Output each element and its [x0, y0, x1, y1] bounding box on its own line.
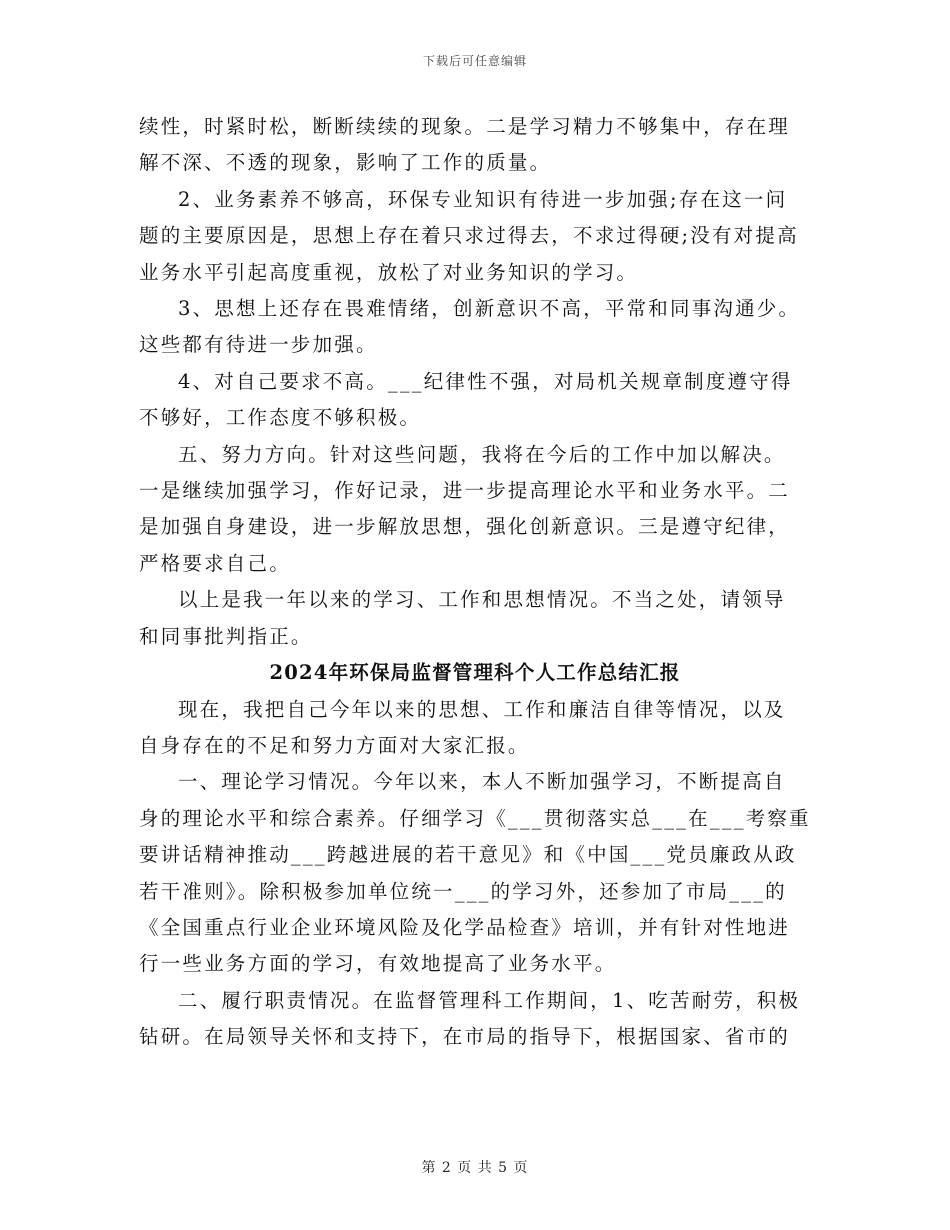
- page-header: 下载后可任意编辑: [422, 54, 527, 68]
- paragraph: 4、对自己要求不高。___纪律性不强，对局机关规章制度遵守得 不够好，工作态度不够积极。: [139, 369, 793, 430]
- paragraph: 现在，我把自己今年以来的思想、工作和廉洁自律等情况，以及 自身存在的不足和努力方面对大家汇报。: [139, 697, 786, 757]
- paragraph: 五、努力方向。针对这些问题，我将在今后的工作中加以解决。 一是继续加强学习，作好记录，进一步提高理论水平和业务水平。二 是加强自身建设，进一步解放思想，强化创新意识。三是遵守纪律， 严格要求自己。: [139, 442, 791, 575]
- paragraph: 二、履行职责情况。在监督管理科工作期间，1、吃苦耐劳，积极 钻研。在局领导关怀和支持下，在市局的指导下，根据国家、省市的: [139, 988, 801, 1049]
- document-body: [139, 109, 811, 1056]
- paragraph: 3、思想上还存在畏难情绪，创新意识不高，平常和同事沟通少。 这些都有待进一步加强。: [139, 297, 801, 357]
- section-title: 2024年环保局监督管理科个人工作总结汇报: [269, 661, 681, 685]
- paragraph: 以上是我一年以来的学习、工作和思想情况。不当之处，请领导 和同事批判指正。: [139, 588, 786, 648]
- paragraph: 续性，时紧时松，断断续续的现象。二是学习精力不够集中，存在理 解不深、不透的现象，影响了工作的质量。: [139, 115, 791, 175]
- paragraph: 2、业务素养不够高，环保专业知识有待进一步加强;存在这一问 题的主要原因是，思想上存在着只求过得去，不求过得硬;没有对提高 业务水平引起高度重视，放松了对业务知识的学习。: [139, 187, 799, 284]
- paragraph: 一、理论学习情况。今年以来，本人不断加强学习，不断提高自 身的理论水平和综合素养。仔细学习《___贯彻落实总___在___考察重 要讲话精神推动___跨越进展的若干意见》和《中国___党员廉政从政 若干准则》。除积极参加单位统一___的学习外，还参加了市局___的 《全国重点行业企业环境风险及化学品检查》培训，并有针对性地进 行一些业务方面的学习，有效地提高了业务水平。: [139, 770, 811, 976]
- page-number: 第 2 页 共 5 页: [421, 1160, 529, 1176]
